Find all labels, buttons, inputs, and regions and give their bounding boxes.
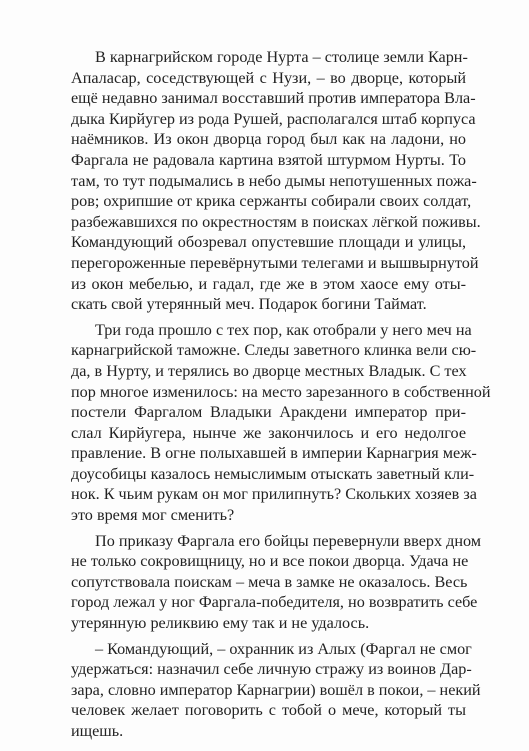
text-line: разбежавшихся по окрестностям в поисках лёгкой поживы.: [71, 212, 481, 231]
text-line: зара, словно император Карнагрии) вошёл в покои, – некий: [71, 680, 481, 699]
text-line: человек желает поговорить с тобой о мече, который ты: [71, 701, 466, 720]
text-line: Три года прошло с тех пор, как отобрали у него меч на: [95, 320, 472, 339]
text-line: нок. К чьим рукам он мог прилипнуть? Скольких хозяев за: [71, 485, 477, 504]
text-line: удержаться: назначил себе личную стражу из воинов Дар-: [71, 660, 472, 679]
text-line: да, в Нурту, и терялись во дворце местных Владык. С тех: [71, 361, 467, 380]
text-line: из окон мебелью, и гадал, где же в этом хаосе ему оты-: [71, 274, 466, 293]
text-line: доусобицы казалось немыслимым отыскать заветный кли-: [71, 464, 475, 483]
text-line: ищешь.: [71, 722, 124, 740]
paragraph-2: [71, 320, 491, 526]
text-line: ров; охрипшие от крика сержанты собирали своих солдат,: [71, 192, 472, 211]
text-line: пор многое изменилось: на место зарезанного в собственной: [71, 382, 491, 401]
text-line: наёмников. Из окон дворца город был как на ладони, но: [71, 130, 466, 149]
text-line: утерянную реликвию ему так и не удалось.: [71, 614, 370, 633]
page-text: [71, 47, 491, 747]
paragraph-1: [71, 47, 481, 315]
text-line: В карнагрийском городе Нурта – столице земли Карн-: [95, 48, 468, 66]
text-line: постели Фаргалом Владыки Аракдени император при-: [71, 403, 466, 422]
paragraph-3: [71, 531, 482, 634]
text-line: там, то тут подымались в небо дымы непотушенных пожа-: [71, 171, 477, 190]
text-line: Командующий обозревал опустевшие площади и улицы,: [71, 233, 466, 252]
text-line: скать свой утерянный меч. Подарок богини Таймат.: [71, 295, 427, 314]
text-line: это время мог сменить?: [71, 506, 235, 525]
paragraph-4: [71, 639, 481, 742]
text-line: сопутствовала поискам – меча в замке не оказалось. Весь: [71, 572, 468, 591]
text-line: ещё недавно занимал восставший против императора Вла-: [71, 89, 476, 108]
text-line: Апаласар, соседствующей с Нузи, – во дворце, который: [71, 68, 466, 87]
text-line: не только сокровищницу, но и все покои дворца. Удача не: [71, 552, 469, 571]
text-line: перегороженные перевёрнутыми телегами и вышвырнутой: [71, 253, 479, 272]
text-line: карнагрийской таможне. Следы заветного клинка вели сю-: [71, 341, 477, 360]
text-line: правление. В огне полыхавшей в империи Карнагрия меж-: [71, 444, 477, 463]
text-line: Фаргала не радовала картина взятой штурмом Нурты. То: [71, 150, 466, 169]
text-line: слал Кирйугера, нынче же закончилось и его недолгое: [71, 423, 466, 442]
text-line: По приказу Фаргала его бойцы перевернули вверх дном: [95, 531, 482, 550]
text-line: город лежал у ног Фаргала-победителя, но возвратить себе: [71, 593, 478, 612]
text-line: дыка Кирйугер из рода Рушей, располагался штаб корпуса: [71, 109, 476, 128]
text-line: – Командующий, – охранник из Алых (Фаргал не смог: [95, 639, 472, 658]
